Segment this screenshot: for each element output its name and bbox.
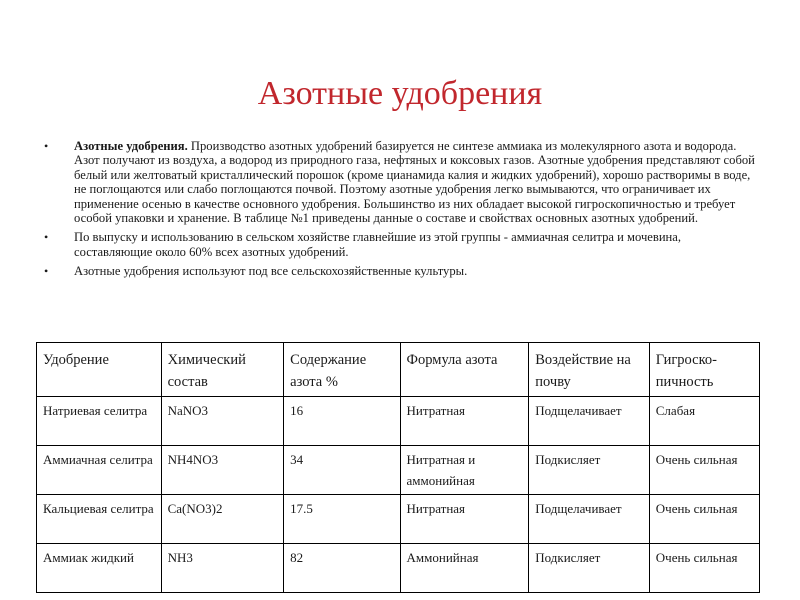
table-row xyxy=(37,495,760,544)
table-cell: Подщелачивает xyxy=(529,397,650,446)
column-header: Воздействие на почву xyxy=(529,343,650,397)
column-header: Формула азота xyxy=(400,343,529,397)
bullet-list xyxy=(44,139,756,284)
bullet-text: Азотные удобрения используют под все сельскохозяйственные культуры. xyxy=(74,264,468,279)
table-cell: Натриевая селитра xyxy=(37,397,162,446)
table-cell: Нитратная xyxy=(400,397,529,446)
bullet-item xyxy=(44,139,756,225)
bullet-text: По выпуску и использованию в сельском хозяйстве главнейшие из этой группы - аммиачная селитра и мочевина, составляющие около 60% всех азотных удобрений. xyxy=(74,230,682,259)
table-cell: Аммонийная xyxy=(400,544,529,593)
table-cell: Аммиачная селитра xyxy=(37,446,162,495)
table-cell: Ca(NO3)2 xyxy=(161,495,284,544)
slide-title: Азотные удобрения xyxy=(257,74,543,112)
column-header: Удобрение xyxy=(37,343,162,397)
table-cell: Кальциевая селитра xyxy=(37,495,162,544)
table-cell: 82 xyxy=(284,544,400,593)
table-cell: 16 xyxy=(284,397,400,446)
table-cell: NH3 xyxy=(161,544,284,593)
table-header-row xyxy=(37,343,760,397)
fertilizer-table xyxy=(36,342,760,593)
column-header: Содержание азота % xyxy=(284,343,400,397)
bullet-dot: • xyxy=(44,139,49,153)
bullet-item xyxy=(44,264,756,278)
table-row xyxy=(37,397,760,446)
table-row xyxy=(37,544,760,593)
bullet-dot: • xyxy=(44,264,49,279)
bullet-lead: Азотные удобрения. xyxy=(74,139,188,153)
table-cell: Очень сильная xyxy=(649,544,759,593)
bullet-text: Производство азотных удобрений базируется не синтезе аммиака из молекулярного азота и водорода. Азот получают из воздуха, а водород из природного газа, нефтяных и коксовых газов. Азотные удобрения представляют собой белый или желтоватый кристаллический порошок (кроме цианамида калия и жидких удобрений), хорошо растворимы в воде, не поглощаются или слабо поглощаются почвой. Поэтому азотные удобрения легко вымываются, что ограничивает их применение осенью в качестве основного удобрения. Большинство из них обладает высокой гигроскопичностью и требует особой упаковки и хранение. В таблице №1 приведены данные о составе и свойствах основных азотных удобрений. xyxy=(74,139,755,226)
table-cell: Подкисляет xyxy=(529,544,650,593)
column-header: Гигроско-пичность xyxy=(649,343,759,397)
table-cell: 34 xyxy=(284,446,400,495)
table-cell: Нитратная и аммонийная xyxy=(400,446,529,495)
bullet-dot: • xyxy=(44,230,49,245)
table-cell: Слабая xyxy=(649,397,759,446)
column-header: Химический состав xyxy=(161,343,284,397)
table-cell: 17.5 xyxy=(284,495,400,544)
table-cell: Аммиак жидкий xyxy=(37,544,162,593)
table-cell: Нитратная xyxy=(400,495,529,544)
table-cell: Очень сильная xyxy=(649,495,759,544)
table-cell: NaNO3 xyxy=(161,397,284,446)
table-cell: Очень сильная xyxy=(649,446,759,495)
table-cell: Подкисляет xyxy=(529,446,650,495)
table-cell: NH4NO3 xyxy=(161,446,284,495)
table-row xyxy=(37,446,760,495)
table-cell: Подщелачивает xyxy=(529,495,650,544)
bullet-item xyxy=(44,230,756,259)
